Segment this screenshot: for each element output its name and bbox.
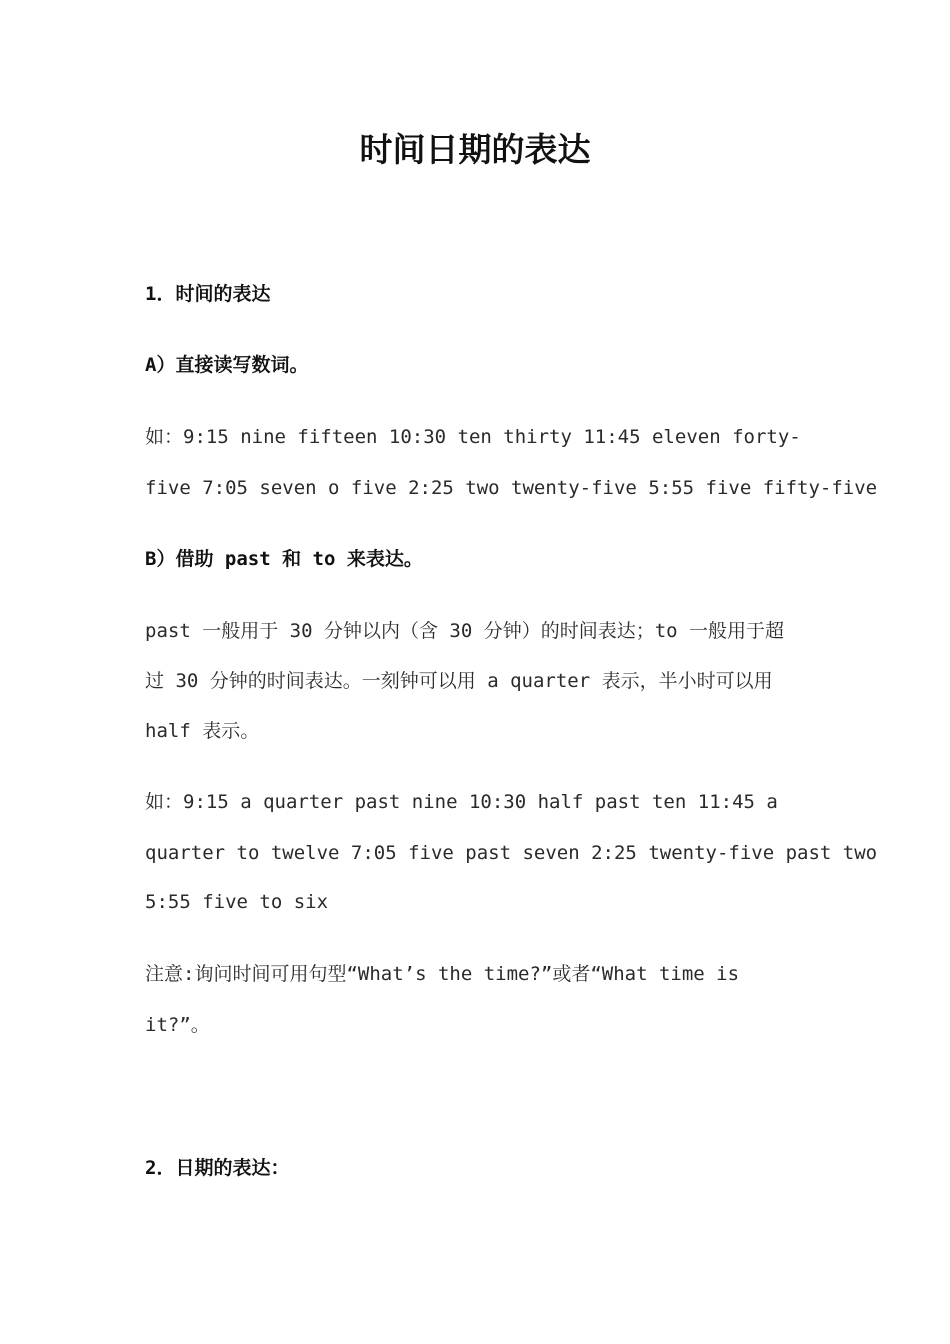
example-a-line-1: 如：9:15 nine fifteen 10:30 ten thirty 11:45 eleven forty-: [145, 426, 801, 448]
subsection-a-heading: A）直接读写数词。: [145, 354, 309, 376]
explanation-b-line-2: 过 30 分钟的时间表达。一刻钟可以用 a quarter 表示，半小时可以用: [145, 670, 773, 692]
section1-heading: 1．时间的表达: [145, 283, 271, 305]
example-a-line-2: five 7:05 seven o five 2:25 two twenty-five 5:55 five fifty-five: [145, 477, 878, 499]
subsection-b-heading: B）借助 past 和 to 来表达。: [145, 548, 423, 570]
note-line-1: 注意:询问时间可用句型“What’s the time?”或者“What time is: [145, 963, 740, 985]
document-title: 时间日期的表达: [359, 130, 591, 169]
example-b-line-1: 如：9:15 a quarter past nine 10:30 half past ten 11:45 a: [145, 791, 778, 813]
example-b-line-3: 5:55 five to six: [145, 891, 329, 913]
section2-heading: 2．日期的表达：: [145, 1157, 290, 1179]
explanation-b-line-3: half 表示。: [145, 720, 260, 742]
note-line-2: it?”。: [145, 1014, 210, 1036]
example-b-line-2: quarter to twelve 7:05 five past seven 2:25 twenty-five past two: [145, 842, 878, 864]
explanation-b-line-1: past 一般用于 30 分钟以内（含 30 分钟）的时间表达；to 一般用于超: [145, 620, 785, 642]
